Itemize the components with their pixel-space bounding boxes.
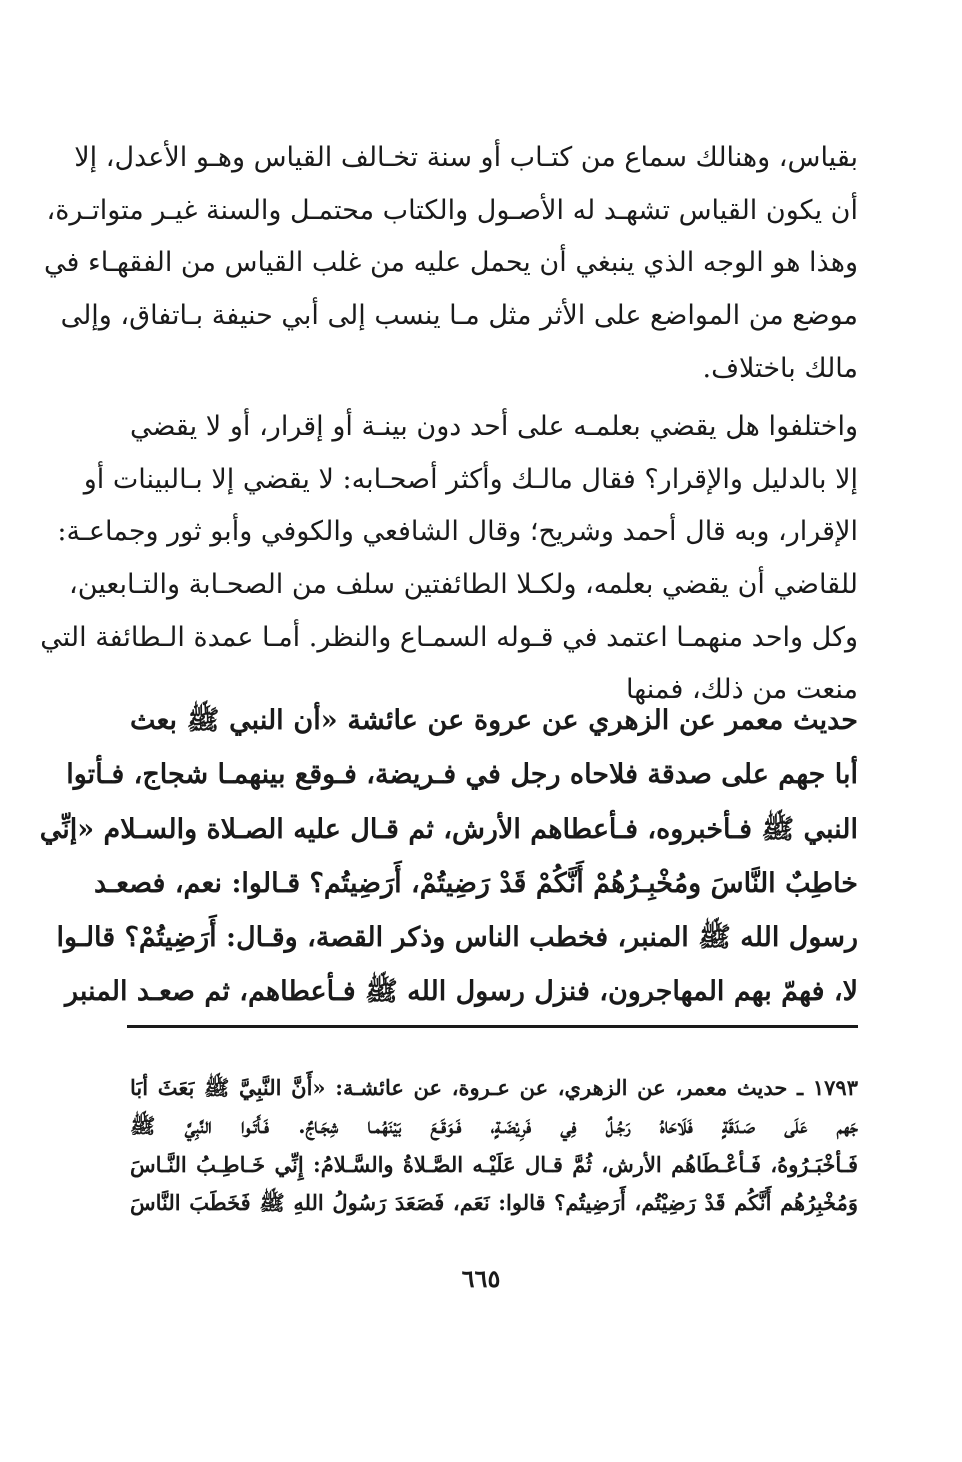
paragraph-2 [40,401,858,717]
text-line: حديث معمر عن الزهري عن عروة عن عائشة «أن النبي ﷺ بعث [130,705,858,736]
footnote-line: فَـأخْبَـرُوهُ، فَـأعْـطَاهُم الأرش، ثُمَّ قـال عَلَيْـه الصَّـلاةُ والسَّـلامُ: إِنِّي خَـاطِـبُ النَّـاسَ [130,1151,858,1177]
text-line: النبي ﷺ فـأخبروه، فـأعطاهم الأرش، ثم قـال عليه الصـلاة والسـلام «إنِّي [39,813,858,845]
text-line: مالك باختلاف. [702,352,858,384]
hadith-paragraph [39,694,858,1020]
text-line: خاطِبٌ النَّاسَ ومُخْبِـرُهُمْ أَنَّكُمْ قَدْ رَضِيتُمْ، أَرَضِيتُم؟ قـالوا: نعم، فصعـد [94,867,858,899]
paragraph-1 [44,132,858,395]
text-line: وكل واحد منهمـا اعتمد في قـوله السمـاع والنظر. أمـا عمدة الـطائفة التي [40,621,858,653]
text-line: بقياس، وهنالك سماع من كتـاب أو سنة تخـالف القياس وهـو الأعدل، إلا [74,142,858,173]
text-line: أن يكون القياس تشهـد له الأصـول والكتاب محتمـل والسنة غيـر متواتـرة، [46,194,858,226]
text-line: رسول الله ﷺ المنبر، فخطب الناس وذكر القصة، وقـال: أَرَضِيتُمْ؟ قالـوا [56,922,858,954]
footnote-line: جَهم عَلَى صَـدَقَةٍ فَلَاحَاهُ رَجُـلٌ فِي فَرِيْضَـةٍ، فَـوَقَـعَ بَيْنَهُمـا شِجَـاجٌ. فَـأَتَـوا النَّبِيَّ ﷺ [130,1113,858,1139]
footnote-line: وَمُخْبِرُهُم أَنَّكُم قَدْ رَضِيْتُم، أَرَضِيتُم؟ قالوا: نَعَم، فَصَعَدَ رَسُولُ اللهِ ﷺ فَخَطَبَ النَّاسَ [130,1189,858,1215]
text-line: الإقرار، وبه قال أحمد وشريح؛ وقال الشافعي والكوفي وأبو ثور وجماعـة: [57,516,858,548]
page-number: ٦٦٥ [461,1264,501,1293]
footnote-divider [127,1025,858,1028]
text-line: أبا جهم على صدقة فلاحاه رجل في فـريضة، فـوقع بينهمـا شجاج، فـأتوا [66,759,858,791]
text-line: منعت من ذلك، فمنها [626,674,858,706]
text-line: موضع من المواضع على الأثر مثل مـا ينسب إلى أبي حنيفة بـاتفاق، وإلى [60,300,858,332]
text-line: لا، فهمّ بهم المهاجرون، فنزل رسول الله ﷺ فـأعطاهم، ثم صعـد المنبر [65,976,858,1008]
footnote-line: ١٧٩٣ ـ حديث معمر، عن الزهري، عن عـروة، عن عائشـة: «أَنَّ النَّبِيَّ ﷺ بَعَثَ أبَا [130,1075,858,1100]
text-line: واختلفوا هل يقضي بعلمـه على أحد دون بينـة أو إقرار، أو لا يقضي [130,411,858,442]
text-line: وهذا هو الوجه الذي ينبغي أن يحمل عليه من غلب القياس من الفقهـاء في [44,247,858,279]
text-line: إلا بالدليل والإقرار؟ فقال مالـك وأكثر أصحـابه: لا يقضي إلا بـالبينات أو [83,463,858,495]
footnote [130,1069,858,1222]
text-line: للقاضي أن يقضي بعلمه، ولكـلا الطائفتين سلف من الصحـابة والتـابعين، [69,569,858,601]
